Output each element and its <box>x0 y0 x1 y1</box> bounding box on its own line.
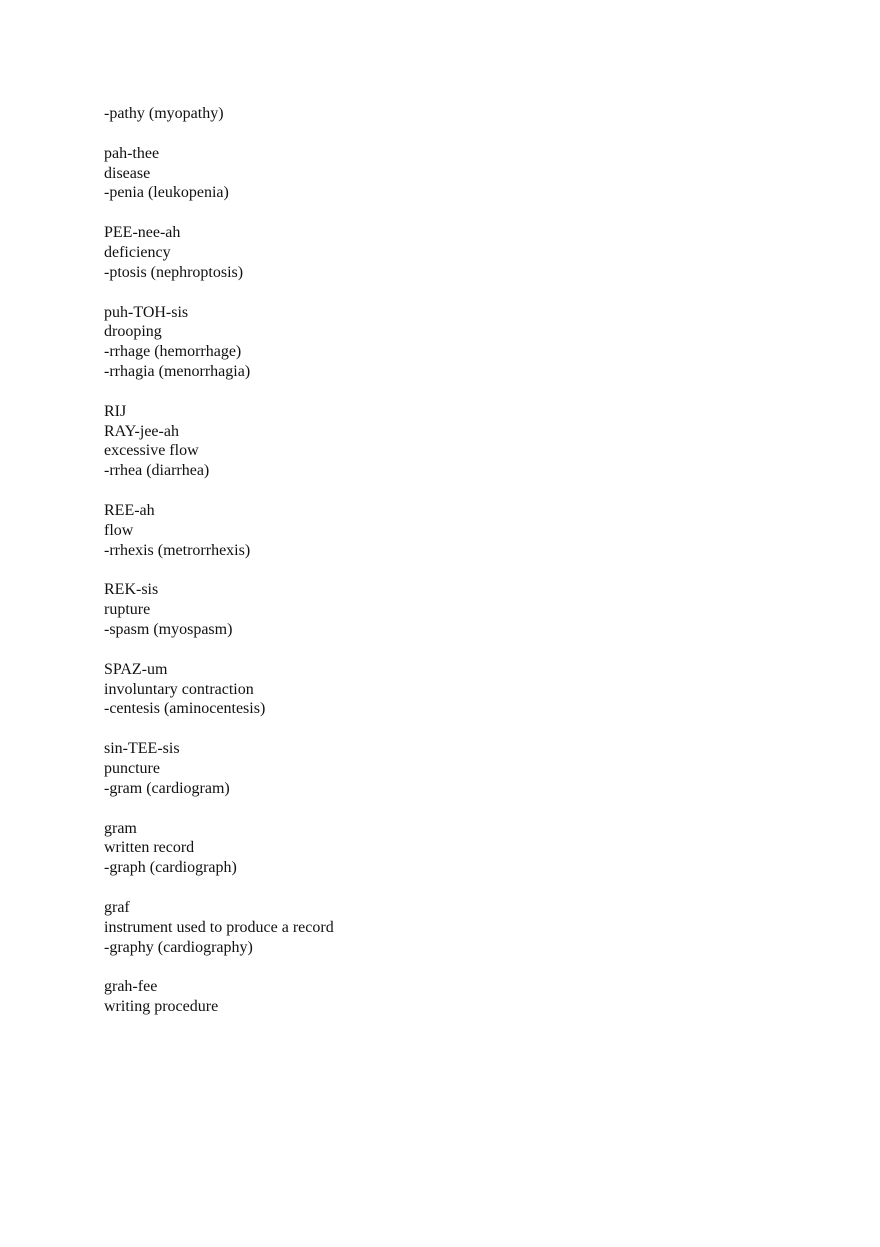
text-line: written record <box>104 839 195 857</box>
paragraph <box>104 660 804 719</box>
text-line: graf <box>104 898 130 916</box>
paragraph <box>104 104 804 124</box>
text-line: RIJ <box>104 402 127 420</box>
text-line: PEE-nee-ah <box>104 224 181 242</box>
text-line: puh-TOH-sis <box>104 303 189 321</box>
text-line: SPAZ-um <box>104 660 168 678</box>
text-line: writing procedure <box>104 998 219 1016</box>
paragraph <box>104 819 804 878</box>
text-line: drooping <box>104 323 162 341</box>
text-line: -rrhage (hemorrhage) <box>104 343 242 361</box>
text-line: pah-thee <box>104 144 160 162</box>
text-line: -centesis (aminocentesis) <box>104 700 266 718</box>
text-line: -gram (cardiogram) <box>104 779 230 797</box>
document-body <box>104 104 804 1037</box>
paragraph <box>104 580 804 639</box>
text-line: -ptosis (nephroptosis) <box>104 263 244 281</box>
text-line: excessive flow <box>104 442 199 460</box>
text-line: involuntary contraction <box>104 680 254 698</box>
text-line: sin-TEE-sis <box>104 740 180 758</box>
paragraph <box>104 402 804 481</box>
text-line: -pathy (myopathy) <box>104 105 224 122</box>
text-line: rupture <box>104 601 151 619</box>
text-line: REK-sis <box>104 581 159 599</box>
paragraph <box>104 303 804 382</box>
text-line: -rrhexis (metrorrhexis) <box>104 541 251 559</box>
text-line: -spasm (myospasm) <box>104 620 233 638</box>
paragraph <box>104 739 804 798</box>
text-line: instrument used to produce a record <box>104 918 334 936</box>
text-line: grah-fee <box>104 978 158 996</box>
text-line: deficiency <box>104 243 171 261</box>
paragraph <box>104 223 804 282</box>
text-line: gram <box>104 819 137 837</box>
text-line: puncture <box>104 759 160 777</box>
text-line: -rrhagia (menorrhagia) <box>104 362 251 380</box>
paragraph <box>104 898 804 957</box>
paragraph <box>104 501 804 560</box>
text-line: RAY-jee-ah <box>104 422 179 440</box>
text-line: flow <box>104 521 134 539</box>
text-line: -penia (leukopenia) <box>104 184 229 202</box>
text-line: REE-ah <box>104 501 155 519</box>
text-line: -graphy (cardiography) <box>104 938 253 956</box>
paragraph <box>104 144 804 203</box>
text-line: -graph (cardiograph) <box>104 859 237 877</box>
text-line: disease <box>104 164 151 182</box>
paragraph <box>104 977 804 1017</box>
text-line: -rrhea (diarrhea) <box>104 462 210 480</box>
